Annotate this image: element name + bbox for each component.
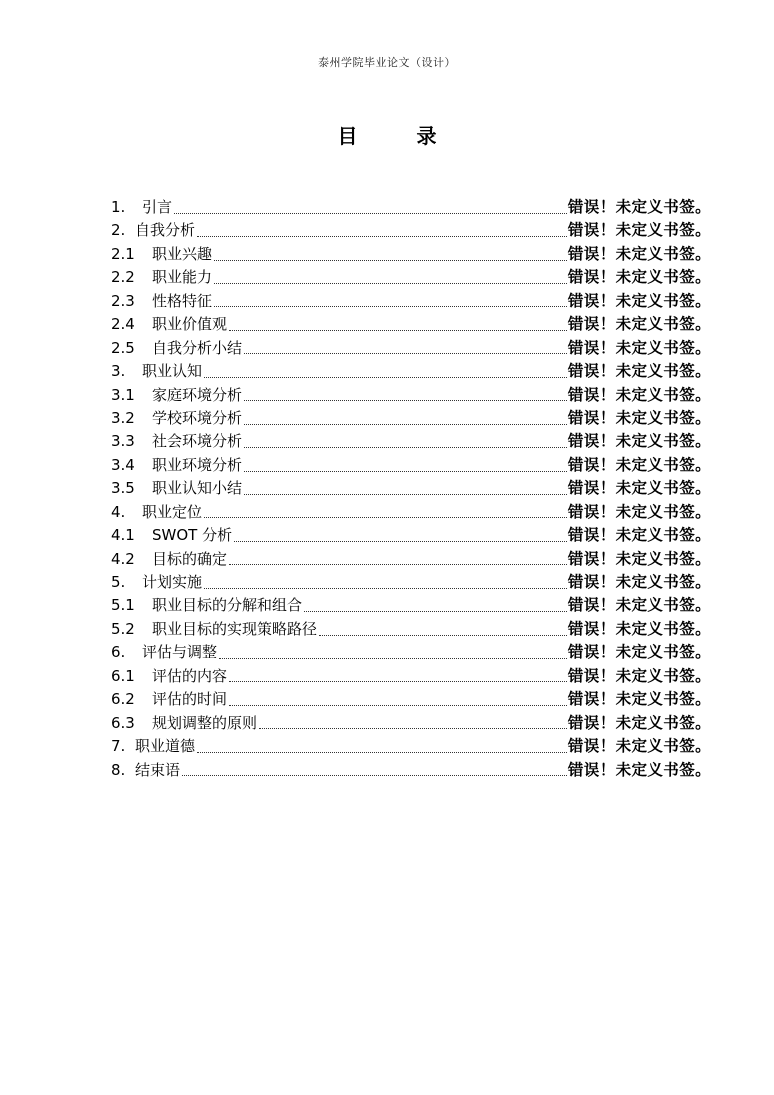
header-rule [110, 76, 708, 77]
toc-page-ref: 错误！未定义书签。 [567, 291, 711, 310]
toc-page-ref: 错误！未定义书签。 [567, 619, 711, 638]
toc-dot-leader [174, 201, 567, 215]
toc-dot-leader [244, 388, 567, 402]
toc-page-ref: 错误！未定义书签。 [567, 244, 711, 263]
toc-entry-2[interactable] [111, 219, 711, 242]
toc-entry-2-5[interactable] [111, 337, 711, 360]
toc-dot-leader [244, 412, 567, 426]
toc-entry-3-4[interactable] [111, 454, 711, 477]
toc-dot-leader [244, 459, 567, 473]
toc-dot-leader [304, 599, 567, 613]
toc-page-ref: 错误！未定义书签。 [567, 643, 711, 662]
toc-entry-number: 2. [111, 221, 126, 240]
toc-dot-leader [214, 294, 567, 308]
toc-dot-leader [229, 669, 567, 683]
toc-entry-number: 1. [111, 198, 126, 216]
toc-page-ref: 错误！未定义书签。 [567, 338, 711, 357]
toc-dot-leader [319, 623, 567, 637]
toc-page-ref: 错误！未定义书签。 [567, 549, 711, 568]
toc-entry-title: 职业目标的分解和组合 [152, 596, 303, 615]
toc-entry-number: 6.1 [111, 666, 135, 685]
toc-dot-leader [197, 740, 567, 754]
toc-entry-number: 3.1 [111, 385, 135, 404]
toc-page-ref: 错误！未定义书签。 [567, 737, 711, 756]
toc-page-ref: 错误！未定义书签。 [567, 315, 711, 334]
toc-entry-title: 家庭环境分析 [152, 385, 243, 404]
toc-dot-leader [244, 341, 567, 355]
toc-page-ref: 错误！未定义书签。 [567, 573, 711, 591]
toc-dot-leader [234, 529, 567, 543]
toc-page-ref: 错误！未定义书签。 [567, 526, 711, 545]
toc-entry-6[interactable] [111, 641, 711, 664]
toc-entry-title: 评估的内容 [152, 666, 228, 685]
toc-entry-2-4[interactable] [111, 313, 711, 336]
toc-entry-title: 计划实施 [142, 573, 203, 591]
toc-entry-number: 4.2 [111, 549, 135, 568]
toc-page-ref: 错误！未定义书签。 [567, 479, 711, 498]
toc-entry-title: 引言 [142, 198, 173, 216]
toc-entry-2-2[interactable] [111, 266, 711, 289]
toc-page-ref: 错误！未定义书签。 [567, 690, 711, 709]
toc-title: 目 录 [337, 124, 463, 148]
toc-entry-5-1[interactable] [111, 594, 711, 617]
toc-entry-8[interactable] [111, 759, 711, 782]
toc-entry-number: 8. [111, 760, 126, 779]
toc-entry-number: 3.5 [111, 479, 135, 498]
toc-page-ref: 错误！未定义书签。 [567, 432, 711, 451]
toc-page-ref: 错误！未定义书签。 [567, 362, 711, 381]
toc-dot-leader [214, 248, 567, 262]
toc-list [111, 196, 711, 782]
toc-entry-title: 职业认知小结 [152, 479, 243, 498]
toc-entry-title: 评估与调整 [142, 643, 218, 662]
toc-entry-number: 3.3 [111, 432, 135, 451]
toc-entry-title: 结束语 [135, 760, 181, 779]
toc-entry-title: 学校环境分析 [152, 408, 243, 427]
toc-entry-number: 2.2 [111, 268, 135, 287]
toc-entry-number: 4.1 [111, 526, 135, 545]
toc-entry-number: 4. [111, 502, 126, 521]
toc-entry-4-2[interactable] [111, 548, 711, 571]
toc-entry-title: 职业兴趣 [152, 244, 213, 263]
toc-entry-6-3[interactable] [111, 712, 711, 735]
toc-page-ref: 错误！未定义书签。 [567, 713, 711, 732]
toc-entry-title: 社会环境分析 [152, 432, 243, 451]
toc-entry-number: 2.1 [111, 244, 135, 263]
toc-entry-number: 6. [111, 643, 126, 662]
toc-entry-2-1[interactable] [111, 243, 711, 266]
toc-entry-title: SWOT 分析 [152, 526, 233, 545]
toc-dot-leader [182, 763, 567, 777]
toc-dot-leader [197, 224, 567, 238]
toc-dot-leader [204, 576, 567, 590]
toc-entry-number: 5. [111, 573, 126, 591]
toc-dot-leader [244, 482, 567, 496]
toc-dot-leader [229, 693, 567, 707]
toc-dot-leader [204, 505, 567, 519]
toc-page-ref: 错误！未定义书签。 [567, 455, 711, 474]
toc-page-ref: 错误！未定义书签。 [567, 385, 711, 404]
toc-entry-title: 职业价值观 [152, 315, 228, 334]
toc-dot-leader [219, 646, 567, 660]
toc-entry-2-3[interactable] [111, 290, 711, 313]
toc-entry-number: 2.3 [111, 291, 135, 310]
toc-page-ref: 错误！未定义书签。 [567, 760, 711, 779]
toc-entry-3-1[interactable] [111, 384, 711, 407]
toc-page-ref: 错误！未定义书签。 [567, 198, 711, 216]
toc-dot-leader [214, 271, 567, 285]
toc-entry-title: 职业能力 [152, 268, 213, 287]
toc-entry-3-3[interactable] [111, 430, 711, 453]
toc-entry-title: 自我分析小结 [152, 338, 243, 357]
toc-entry-number: 3.4 [111, 455, 135, 474]
toc-entry-title: 评估的时间 [152, 690, 228, 709]
toc-page-ref: 错误！未定义书签。 [567, 268, 711, 287]
toc-entry-title: 规划调整的原则 [152, 713, 258, 732]
toc-entry-number: 3.2 [111, 408, 135, 427]
toc-dot-leader [229, 552, 567, 566]
toc-entry-7[interactable] [111, 735, 711, 758]
toc-entry-number: 2.5 [111, 338, 135, 357]
toc-dot-leader [204, 365, 567, 379]
toc-entry-1[interactable] [111, 196, 711, 219]
toc-dot-leader [244, 435, 567, 449]
toc-entry-6-1[interactable] [111, 665, 711, 688]
toc-entry-4[interactable] [111, 501, 711, 524]
toc-dot-leader [229, 318, 567, 332]
toc-entry-title: 职业认知 [142, 362, 203, 381]
toc-entry-5-2[interactable] [111, 618, 711, 641]
toc-entry-5[interactable] [111, 571, 711, 594]
toc-entry-3-5[interactable] [111, 477, 711, 500]
toc-entry-4-1[interactable] [111, 524, 711, 547]
toc-entry-title: 职业定位 [142, 502, 203, 521]
toc-entry-number: 5.1 [111, 596, 135, 615]
toc-entry-6-2[interactable] [111, 688, 711, 711]
running-header: 泰州学院毕业论文（设计） [318, 56, 456, 69]
toc-entry-number: 3. [111, 362, 126, 381]
toc-entry-number: 5.2 [111, 619, 135, 638]
toc-entry-number: 2.4 [111, 315, 135, 334]
toc-entry-3[interactable] [111, 360, 711, 383]
toc-entry-number: 6.2 [111, 690, 135, 709]
toc-entry-title: 性格特征 [152, 291, 213, 310]
toc-dot-leader [259, 716, 567, 730]
toc-entry-title: 职业环境分析 [152, 455, 243, 474]
toc-entry-number: 7. [111, 737, 126, 756]
toc-page-ref: 错误！未定义书签。 [567, 666, 711, 685]
toc-entry-3-2[interactable] [111, 407, 711, 430]
toc-page-ref: 错误！未定义书签。 [567, 596, 711, 615]
toc-entry-title: 目标的确定 [152, 549, 228, 568]
toc-entry-title: 自我分析 [135, 221, 196, 240]
toc-page-ref: 错误！未定义书签。 [567, 221, 711, 240]
toc-entry-title: 职业目标的实现策略路径 [152, 619, 318, 638]
toc-entry-title: 职业道德 [135, 737, 196, 756]
toc-page-ref: 错误！未定义书签。 [567, 502, 711, 521]
toc-entry-number: 6.3 [111, 713, 135, 732]
toc-page-ref: 错误！未定义书签。 [567, 408, 711, 427]
